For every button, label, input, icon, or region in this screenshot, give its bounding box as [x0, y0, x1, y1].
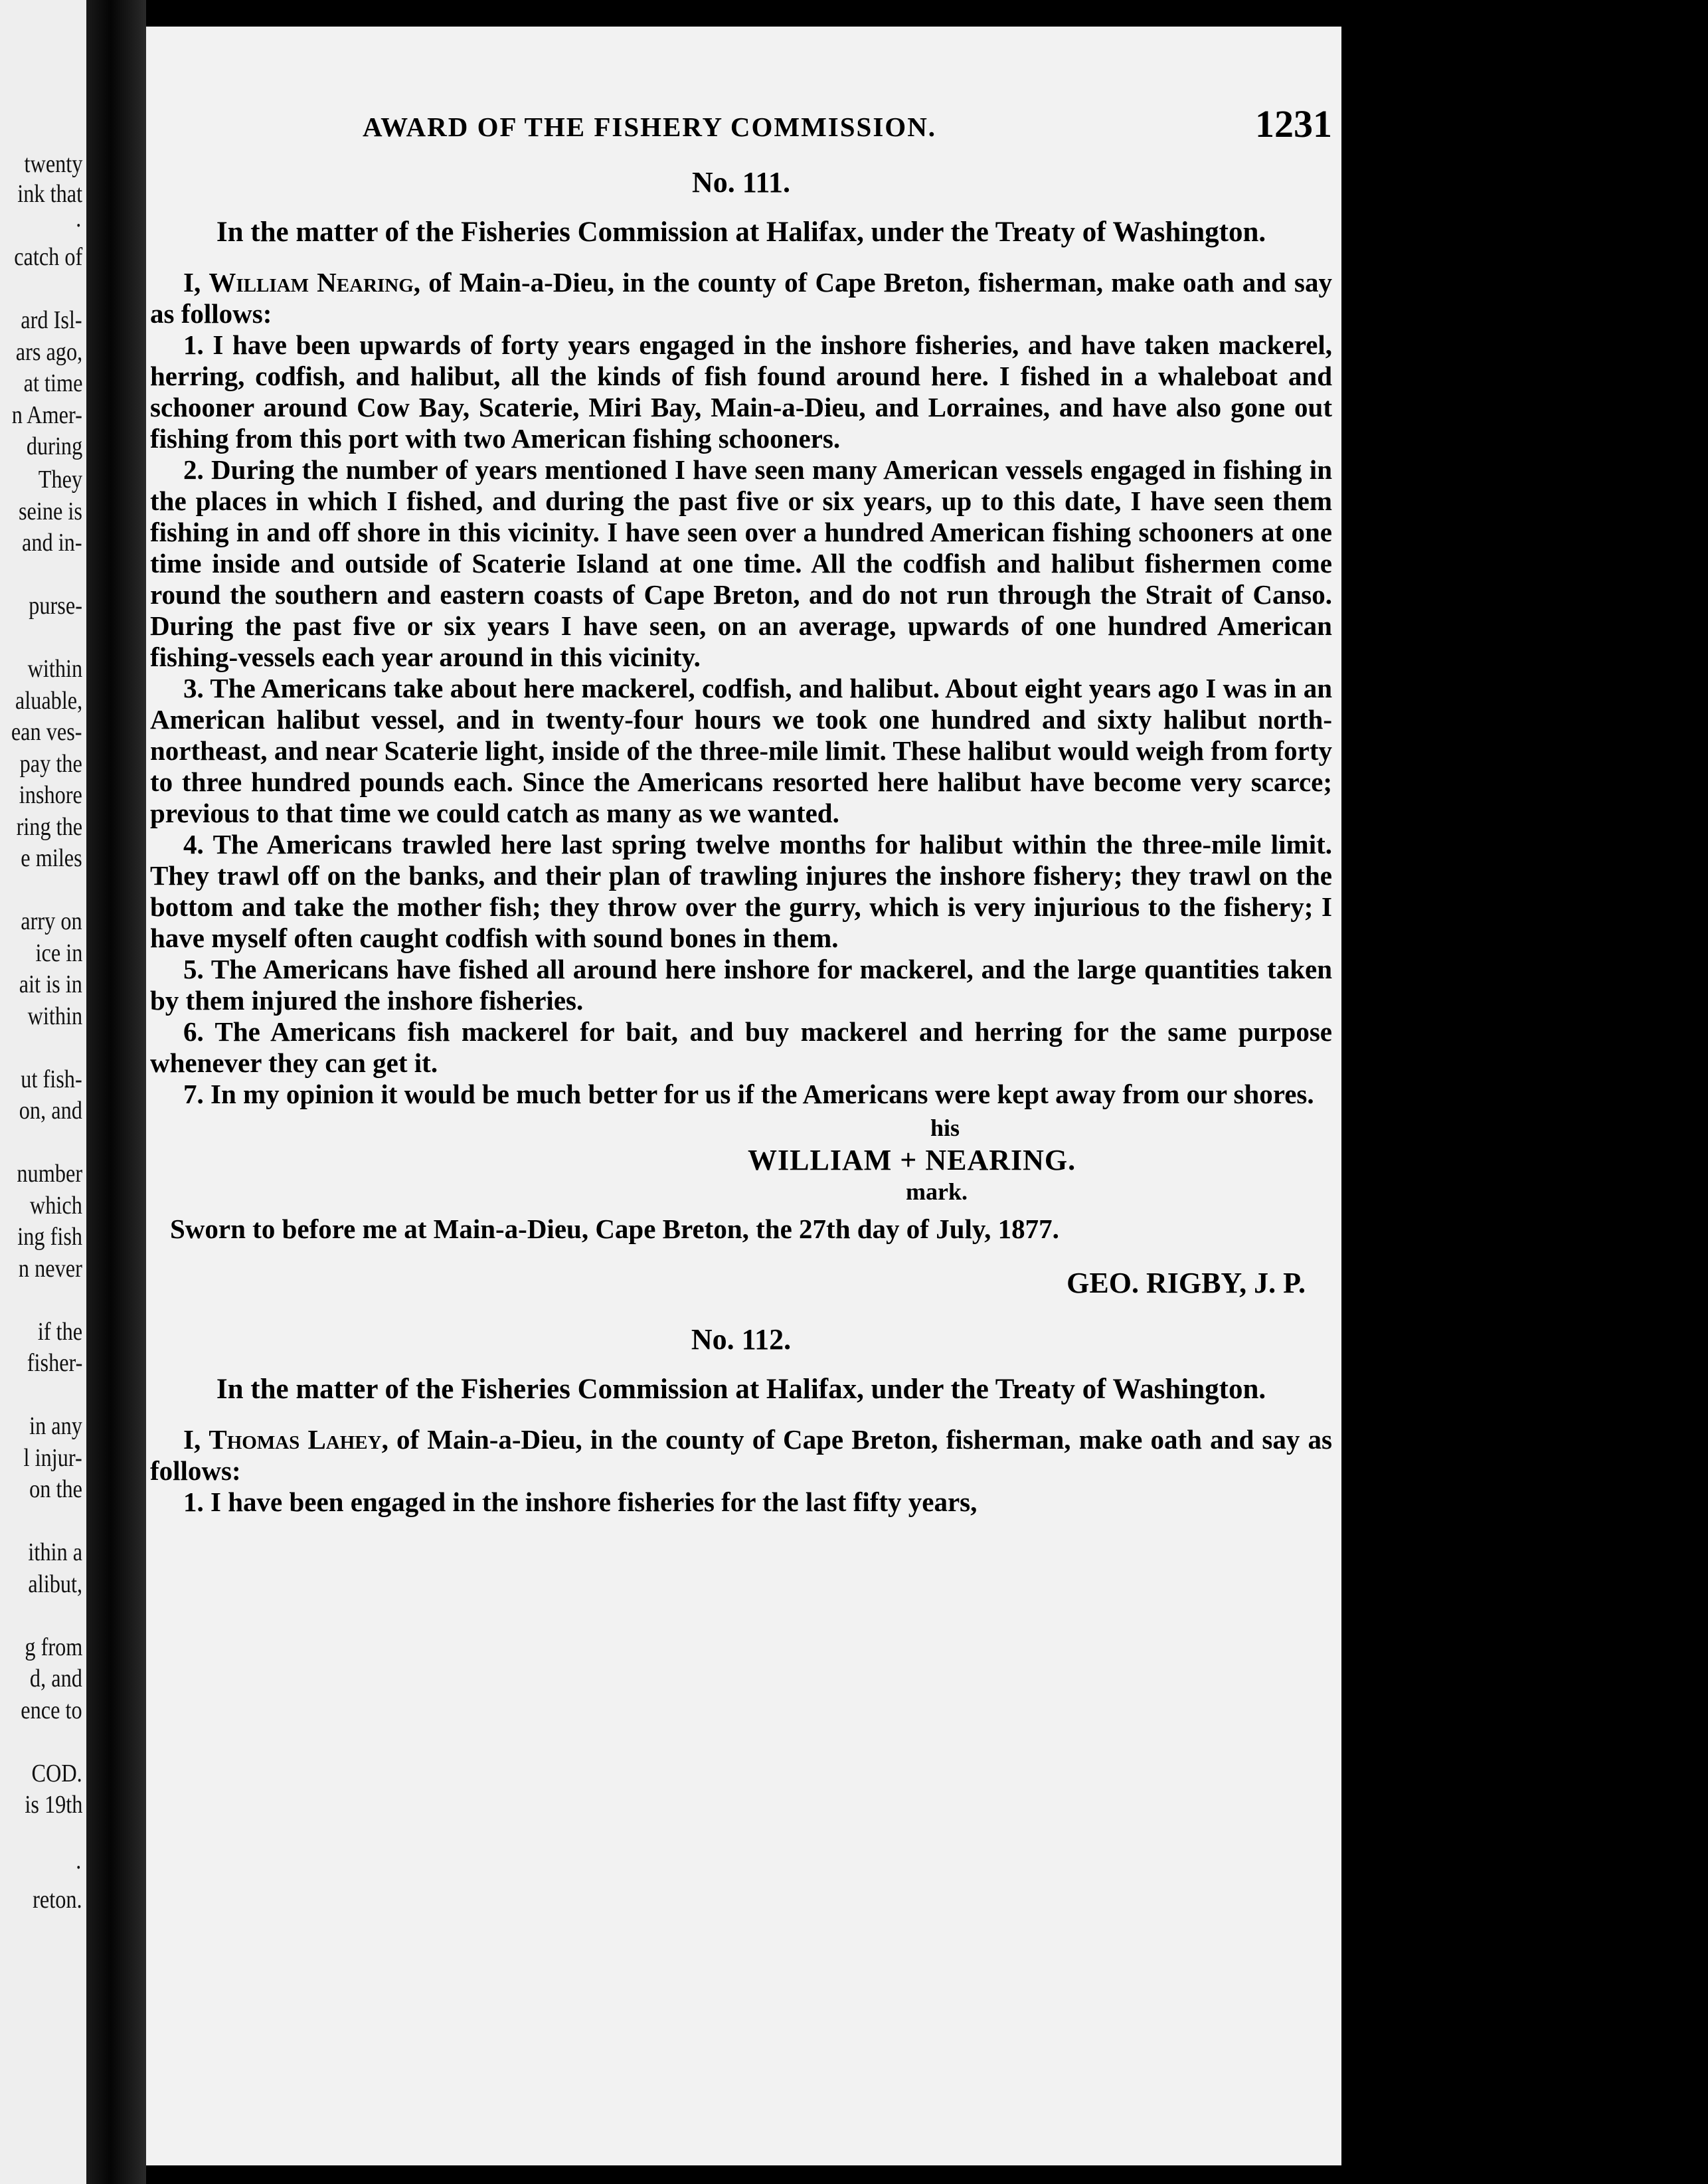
paragraph: 7. In my opinion it would be much better for us if the Americans were kept away from our shores.: [183, 1079, 1314, 1109]
left-page-fragment: ing fish: [17, 1223, 82, 1251]
left-facing-page: [0, 0, 86, 2184]
left-page-fragment: which: [30, 1192, 82, 1220]
justice-signature: GEO. RIGBY, J. P.: [1067, 1267, 1306, 1299]
paragraph: 1. I have been upwards of forty years engaged in the inshore fisheries, and have taken mackerel, herring, codfish, and halibut, all the kinds of fish found around here. I fished in a whaleboat and schooner around Cow Bay, Scaterie, Miri Bay, Main-a-Dieu, and Lorraines, and have also gone out fishing from this port with two American fishing schooners.: [150, 329, 1332, 454]
paragraph: 3. The Americans take about here mackerel, codfish, and halibut. About eight years ago I was in an American halibut vessel, and in twenty-four hours we took one hundred and sixty halibut north-northeast, and near Scaterie light, inside of the three-mile limit. These halibut would weigh from forty to three hundred pounds each. Since the Americans resorted here halibut have become very scarce; previous to that time we could catch as many as we wanted.: [150, 673, 1332, 828]
signature-his: his: [930, 1115, 960, 1141]
left-page-fragment: n Amer-: [11, 401, 82, 429]
signature-name: WILLIAM + NEARING.: [748, 1144, 1076, 1176]
document-number: No. 111.: [692, 166, 790, 199]
deposition-intro: I, William Nearing, of Main-a-Dieu, in the county of Cape Breton, fisherman, make oath and say as follows:: [150, 267, 1332, 329]
left-page-fragment: within: [27, 655, 82, 683]
left-page-fragment: inshore: [19, 781, 82, 809]
left-page-fragment: arry on: [21, 907, 82, 935]
left-page-fragment: is 19th: [24, 1791, 82, 1819]
left-page-fragment: reton.: [33, 1886, 82, 1914]
left-page-fragment: They: [38, 466, 82, 494]
left-page-fragment: ait is in: [19, 970, 82, 998]
deposition-111: [150, 165, 1332, 1300]
left-page-fragment: alibut,: [28, 1570, 82, 1598]
left-page-fragment: seine is: [19, 498, 82, 525]
left-page-fragment: ·: [75, 1854, 82, 1882]
signature-mark: mark.: [906, 1178, 968, 1205]
paragraph: 6. The Americans fish mackerel for bait, and buy mackerel and herring for the same purpose whenever they can get it.: [150, 1016, 1332, 1078]
left-page-fragment: g from: [24, 1633, 82, 1661]
left-page-fragment: pay the: [19, 750, 82, 778]
left-page-fragment: ean ves-: [11, 718, 82, 746]
left-page-fragment: aluable,: [15, 687, 82, 715]
left-page-fragment: ·: [75, 212, 82, 240]
intro-text: , of Main-a-Dieu, in the county of Cape Breton, fisherman, make oath and say as follows:: [150, 267, 1332, 329]
left-page-fragment: twenty: [24, 150, 82, 178]
left-page-fragment: ut fish-: [21, 1065, 82, 1093]
left-page-fragment: ring the: [16, 813, 82, 841]
document-caption: In the matter of the Fisheries Commission at Halifax, under the Treaty of Washington.: [216, 217, 1266, 248]
deponent-name: Thomas Lahey: [209, 1424, 382, 1455]
left-page-fragment: e miles: [21, 844, 82, 872]
left-page-fragment: on, and: [19, 1097, 82, 1125]
left-page-fragment: catch of: [13, 243, 82, 271]
deposition-112: [150, 1322, 1332, 1518]
left-page-fragment: d, and: [30, 1665, 82, 1692]
paragraph: 4. The Americans trawled here last spring twelve months for halibut within the three-mile limit. They trawl off on the banks, and their plan of trawling injures the inshore fishery; they trawl on the bottom and take the mother fish; they throw over the gurry, which is very injurious to the fishery; I have myself often caught codfish with sound bones in them.: [150, 829, 1332, 953]
left-page-fragment: ence to: [21, 1696, 82, 1724]
left-page-fragment: on the: [29, 1475, 82, 1503]
intro-text: , of Main-a-Dieu, in the county of Cape Breton, fisherman, make oath and say as follows:: [150, 1424, 1332, 1486]
deponent-name: William Nearing: [209, 267, 414, 298]
left-page-fragment: ice in: [35, 939, 82, 967]
page-number: 1231: [1255, 102, 1332, 145]
jurat: Sworn to before me at Main-a-Dieu, Cape Breton, the 27th day of July, 1877.: [170, 1214, 1059, 1244]
left-page-fragment: number: [17, 1160, 82, 1188]
paragraph: 5. The Americans have fished all around here inshore for mackerel, and the large quantities taken by them injured the inshore fisheries.: [150, 954, 1332, 1016]
left-page-fragment: ars ago,: [15, 338, 82, 366]
left-page-fragment: purse-: [29, 592, 82, 620]
left-page-fragment: n never: [19, 1255, 82, 1283]
document-caption: In the matter of the Fisheries Commission at Halifax, under the Treaty of Washington.: [216, 1374, 1266, 1405]
left-page-fragment: ink that: [17, 180, 82, 208]
deposition-intro: I, Thomas Lahey, of Main-a-Dieu, in the county of Cape Breton, fisherman, make oath and say as follows:: [150, 1424, 1332, 1486]
paragraph: 2. During the number of years mentioned I have seen many American vessels engaged in fishing in the places in which I fished, and during the past five or six years, up to this date, I have seen them fishing in and off shore in this vicinity. I have seen over a hundred American fishing schooners at one time inside and outside of Scaterie Island at one time. All the codfish and halibut fishermen come round the southern and eastern coasts of Cape Breton, and do not run through the Strait of Canso. During the past five or six years I have seen, on an average, upwards of one hundred American fishing-vessels each year around in this vicinity.: [150, 454, 1332, 672]
left-page-fragment: in any: [29, 1412, 82, 1440]
left-page-fragment: during: [26, 432, 82, 460]
left-page-fragment: at time: [23, 369, 82, 397]
left-page-fragment: if the: [37, 1318, 82, 1346]
signature-block: [150, 1114, 1332, 1205]
document-number: No. 112.: [691, 1323, 792, 1356]
left-page-fragment: and in-: [22, 529, 82, 557]
paragraph: 1. I have been engaged in the inshore fisheries for the last fifty years,: [183, 1487, 978, 1517]
document-page: [146, 27, 1341, 2165]
left-page-fragment: within: [27, 1002, 82, 1030]
left-page-fragment: ard Isl-: [21, 306, 82, 334]
page-header: [150, 90, 1332, 143]
left-page-fragment: ithin a: [28, 1538, 82, 1566]
left-page-fragment: l injur-: [23, 1444, 82, 1472]
left-page-fragment: COD.: [31, 1760, 82, 1787]
book-gutter: [86, 0, 146, 2184]
running-head: AWARD OF THE FISHERY COMMISSION.: [363, 112, 937, 142]
page-content: [150, 90, 1332, 1518]
left-page-fragment: fisher-: [27, 1349, 82, 1377]
